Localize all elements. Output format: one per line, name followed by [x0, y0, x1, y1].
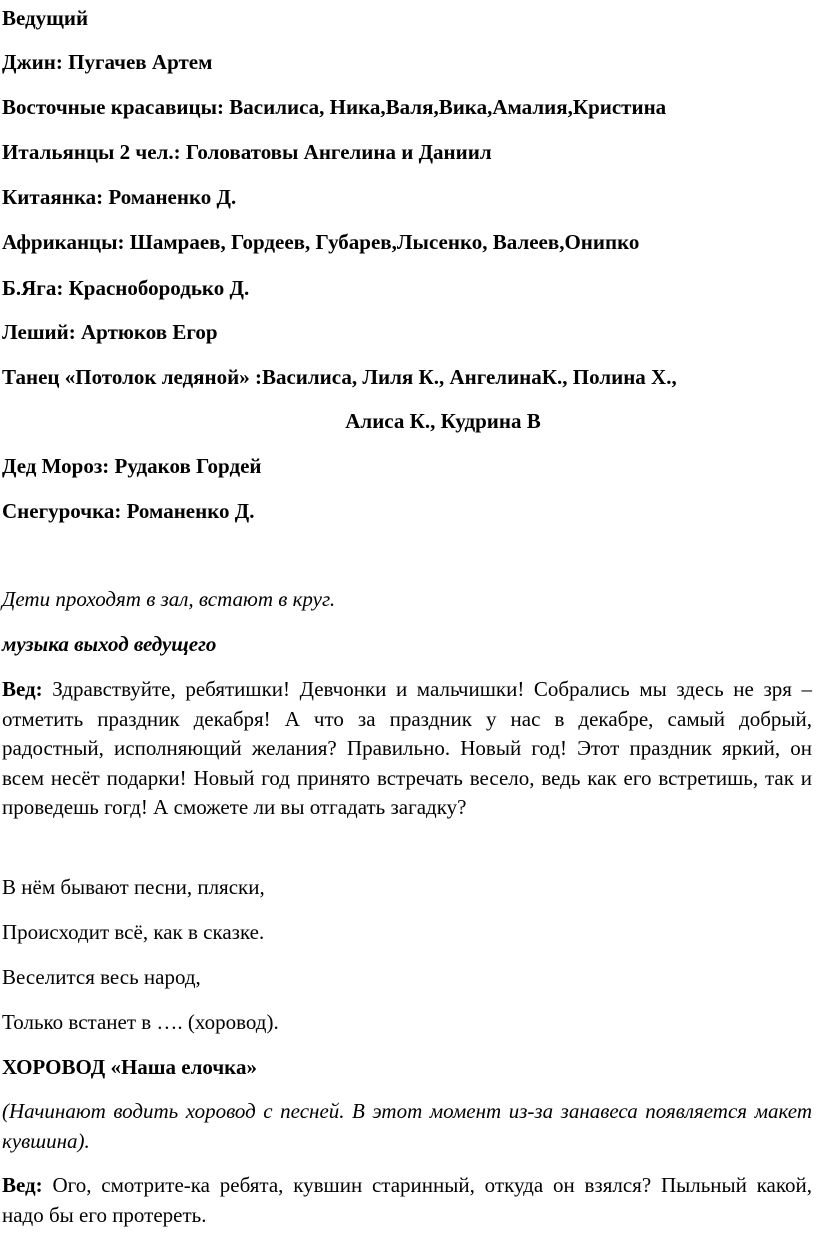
- music-cue: музыка выход ведущего: [2, 632, 217, 656]
- riddle-line-1: В нём бывают песни, пляски,: [2, 875, 265, 899]
- cast-baba-yaga: Б.Яга: Краснобородько Д.: [2, 276, 250, 300]
- riddle-line-2: Происходит всё, как в сказке.: [2, 920, 265, 944]
- riddle-line-4: Только встанет в …. (хоровод).: [2, 1010, 279, 1034]
- speech-text: Здравствуйте, ребятишки! Девчонки и мальчишки! Собрались мы здесь не зря – отметить праздник декабря! А что за праздник у нас в декабре, самый добрый, радостный, исполняющий желания? Правильно. Новый год! Этот праздник яркий, он всем несёт подарки! Новый год принято встречать весело, ведь как его встретишь, так и проведешь гогд! А сможете ли вы отгадать загадку?: [2, 677, 812, 819]
- speech-text: Ого, смотрите-ка ребята, кувшин старинный, откуда он взялся? Пыльный какой, надо бы его протереть.: [2, 1173, 812, 1227]
- cast-beauties: Восточные красавицы: Василиса, Ника,Валя,Вика,Амалия,Кристина: [2, 95, 667, 119]
- host-speech-1: [2, 675, 812, 823]
- cast-snegurochka: Снегурочка: Романенко Д.: [2, 499, 255, 523]
- stage-direction-jug: (Начинают водить хоровод с песней. В этот момент из-за занавеса появляется макет кувшина).: [2, 1099, 812, 1153]
- cast-leshy: Леший: Артюков Егор: [2, 320, 218, 344]
- cast-ded-moroz: Дед Мороз: Рудаков Гордей: [2, 454, 262, 478]
- cast-dance-line1: Танец «Потолок ледяной» :Василиса, Лиля К., АнгелинаК., Полина Х.,: [2, 365, 677, 389]
- riddle-line-3: Веселится весь народ,: [2, 965, 201, 989]
- round-dance-heading: ХОРОВОД «Наша елочка»: [2, 1055, 257, 1079]
- speaker-label: Вед:: [2, 1173, 43, 1197]
- host-speech-2: [2, 1171, 812, 1230]
- cast-chinese: Китаянка: Романенко Д.: [2, 185, 237, 209]
- cast-host: Ведущий: [2, 6, 89, 30]
- cast-italians: Итальянцы 2 чел.: Головатовы Ангелина и Даниил: [2, 140, 492, 164]
- cast-africans: Африканцы: Шамраев, Гордеев, Губарев,Лысенко, Валеев,Онипко: [2, 230, 640, 254]
- speaker-label: Вед:: [2, 677, 43, 701]
- cast-dance-line2: Алиса К., Кудрина В: [345, 409, 541, 433]
- cast-genie: Джин: Пугачев Артем: [2, 50, 213, 74]
- stage-direction-enter: Дети проходят в зал, встают в круг.: [2, 587, 336, 611]
